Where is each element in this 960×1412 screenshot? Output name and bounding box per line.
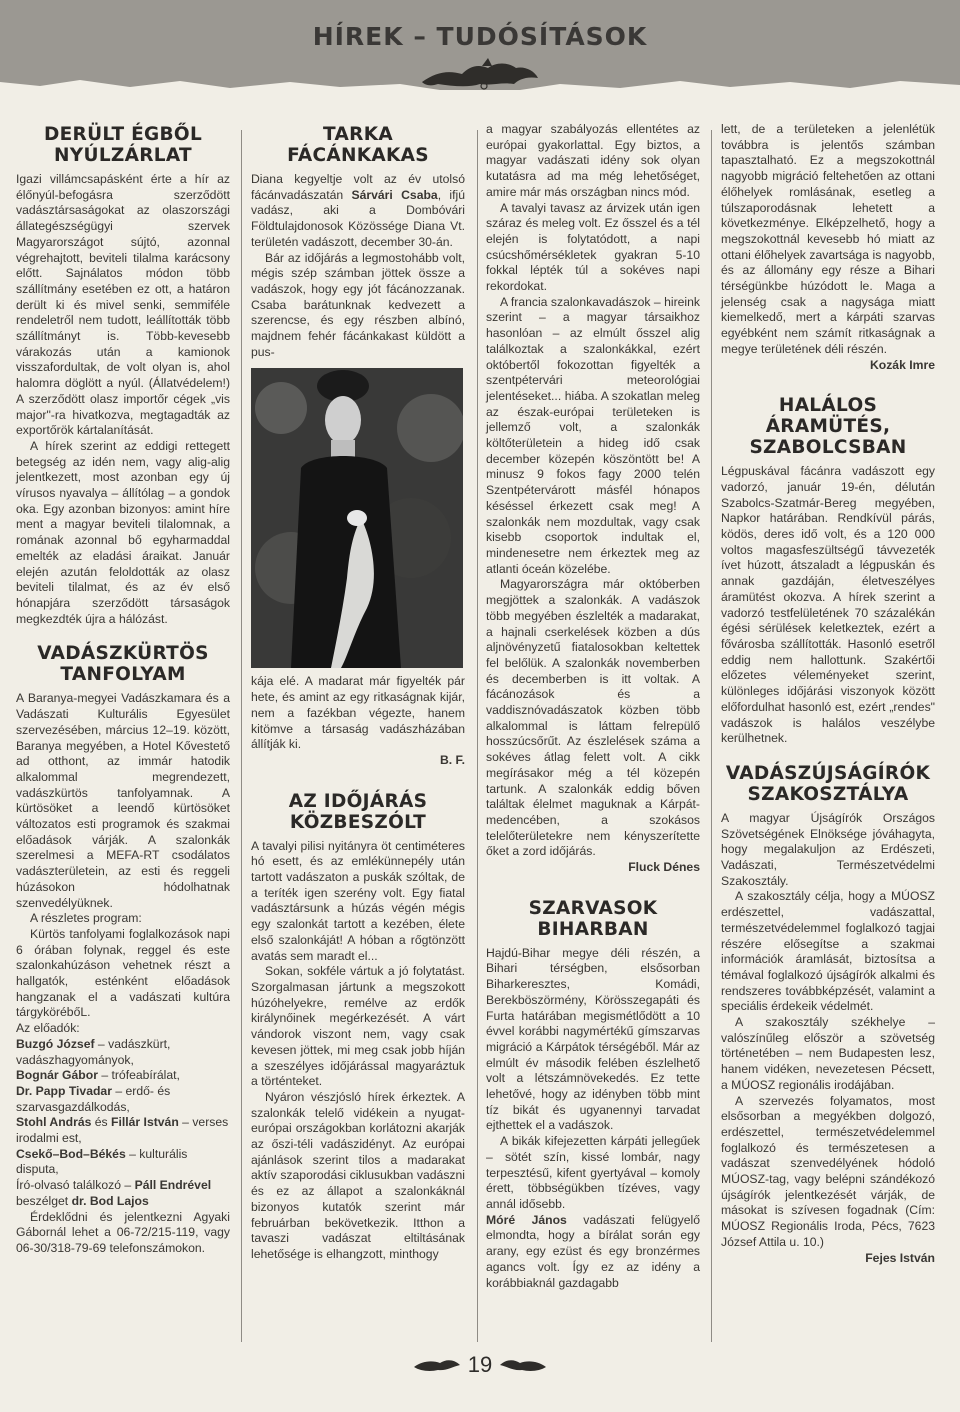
column-rule bbox=[477, 130, 478, 1342]
article-heading: VADÁSZÚJSÁGÍRÓK SZAKOSZTÁLYA bbox=[725, 762, 931, 805]
article-paragraph: lett, de a területeken a jelenlétük továbbra is jelentős számban tapasztalható. Ez a megszokottnál nagyobb migráció feltehetően az ottani élőhelyek romlásának, esetleg a túlszaporodásnak lehetett a következménye. Elképzelhető, hogy a megszokottnál kevesebb hó miatt az ottani élőhelyek zavartsága is nagyobb, és az állomány egy része a Bihari térségünkbe húzódott le. Maga a jelenség csak a nagysága miatt kiemelkedő, mert a kárpáti szarvas egyébként nem számít ritkaságnak a megye területének déli részén. bbox=[721, 122, 935, 356]
column-rule bbox=[241, 130, 242, 1342]
page-title: HÍREK – TUDÓSÍTÁSOK bbox=[312, 22, 648, 51]
article-paragraph: Móré János vadászati felügyelő elmondta, hogy a bírálat során egy arany, egy ezüst és egy bronzérmes agancs volt. Így ez az idény a korábbiaknál gazdagabb bbox=[486, 1212, 701, 1290]
article-signature: Fejes István bbox=[865, 1250, 935, 1265]
column-rule bbox=[711, 130, 712, 1342]
article-paragraph: A magyar Újságírók Országos Szövetségének Elnöksége jóváhagyta, hogy megalakuljon az Erdészeti, Vadászati, Természetvédelmi Szakosztály. bbox=[721, 810, 935, 888]
article-paragraph: Igazi villámcsapásként érte a hír az élőnyúl-befogásra szerződött vadásztársaságokat az olaszországi állategészségügyi szervek Magyarországot sújtó, azonnal végrehajtott, beviteli tilalma karácsony előtt. Sajnálatos módon több szállítmány esetében ez ott, a határon derült ki és mivel senki, semmiféle rendeletről nem tudott, leállították több szállítmányt is. Több-kevesebb várakozás után a kamionok visszafordultak, de volt olyan is, ahol halomra döglött a nyúl. (Állatvédelem!) A szerződött olasz importőr cégek „vis major"-ra hivatkozva, megtagadták az exportőrök kártalanítását. bbox=[16, 172, 230, 438]
article-heading: DERÜLT ÉGBŐL NYÚLZÁRLAT bbox=[43, 124, 203, 166]
pheasant-right-icon bbox=[498, 1355, 548, 1375]
article-paragraph: A hírek szerint az eddigi rettegett betegség az idén nem, vagy alig-alig jelentkezett, most azonban egy új vírusos nyavalya – állítólag – a gondok oka. Egy azonban bizonyos: amint híre ment a magyar beviteli tilalomnak, a romának azonnal bő egyharmaddal emelték az eladási áraikat. Január elején azután feloldották az olasz beviteli tilalmat, és az év első hónapjára szerződött társaságok megkezdték újra a hálózást. bbox=[16, 438, 230, 626]
article-paragraph: Hajdú-Bihar megye déli részén, a Bihari térségben, elsősorban Biharkeresztes, Komádi, Berekböszörmény, Körösszegapáti és Furta határában megismétlődött a 10 évvel korábbi nagymértékű gímszarvas migráció a Kárpátok térségéből. Már az elmúlt év második felében észlelhető volt a létszámnövekedés. Ez tette lehetővé, hogy az idényben több mint tíz bikát és ugyanennyi tarvadat ejthettek el a vadászok. bbox=[486, 945, 700, 1133]
article-signature: Kozák Imre bbox=[869, 357, 935, 372]
lecturers-intro: Az előadók: bbox=[16, 1021, 80, 1036]
lecturer-line: Csekő–Bod–Békés – kulturális disputa, bbox=[16, 1146, 188, 1177]
pheasant-ornament-icon bbox=[418, 56, 542, 94]
column-3 bbox=[486, 122, 700, 1291]
article-derult-egbol bbox=[16, 124, 230, 627]
column-2-content bbox=[251, 122, 465, 1263]
column-1 bbox=[16, 122, 230, 1257]
article-paragraph: A szervezés folyamatos, most elsősorban a megyékben dolgozó, erdészettel, természetvédelemmel foglalkozó és természetesen a vadászat szenvedélyének hódoló MÚOSZ-tag, vagy belépni szándékozó újságírók jelentkezését várják, de másokat is szívesen fogadnak (Cím: MÚOSZ Regionális Iroda, Pécs, 7623 József Attila u. 10.) bbox=[721, 1093, 935, 1249]
lecturer-line: Dr. Papp Tivadar – erdő- és szarvasgazdálkodás, bbox=[16, 1083, 171, 1114]
article-paragraph: Nyáron vészjósló hírek érkeztek. A szalonkák telelő vidékein a nyugat-európai országokban korlátozni akarják az őszi-téli vadászidényt. Az európai ajánlások szerint tilos a madarakat aktív szaporodási ciklusukban vadászni és ez az állapot a szalonkáknál bizonyos kutatók szerint már februárban bekövetkezik. Itthon a tavaszi vadászat eltiltásának lehetősége is elhangzott, minthogy bbox=[251, 1089, 465, 1261]
article-paragraph: kája elé. A madarat már figyelték pár hete, és amint az egy ritkaságnak kijár, nem a fazékban végezte, hanem kitömve a társaság vadászházában állítják ki. bbox=[251, 674, 465, 752]
column-4 bbox=[721, 122, 935, 1272]
article-paragraph: A részletes program: bbox=[30, 911, 142, 926]
article-paragraph: Bár az időjárás a legmostohább volt, mégis szép számban jöttek össze a vadászok, hogy egy jót fácánozzanak. Csaba barátunknak kedvezett a szerencse, és egy részben albínó, majdnem fehér fácánkakast küldött a pus- bbox=[251, 250, 465, 359]
article-paragraph: Magyarországra már októberben megjöttek a szalonkák. A vadászok több megyében észlelték a madarakat, a hajnali cserkelések közben a dús aljnövényzetű fiatalosokban keltettek fel belőlük. A szalonkák novemberben és decemberben is itt voltak. A fácánozások és a vaddisznóvadászatok közben több alkalommal is láttam felrepülő hosszúcsőrűt. Az észlelések száma a sokéves átlag felett volt. A cikk megírásakor még a tél közepén tartunk. A szalonkák eddig bőven találtak élelmet maguknak a Kárpát-medencében, a szokásos telelőterületekre nem kényszerítette őket a zord időjárás. bbox=[486, 577, 700, 859]
article-paragraph: A bikák kifejezetten kárpáti jellegűek – sötét szín, kissé lombár, nagy terpesztésű, kifent gyertyával – komoly érett, többségükben tízéves, vagy annál idősebb. bbox=[486, 1134, 700, 1211]
article-heading: HALÁLOS ÁRAMÜTÉS, SZABOLCSBAN bbox=[749, 395, 907, 459]
article-paragraph: A szakosztály célja, hogy a MÚOSZ erdészettel, vadászattal, természetvédelemmel foglalkozó tagjai részére elősegítse a szakmai információk áramlását, biztosítsa a témával foglalkozó újságírók alkalmi és rendszeres továbbképzését, valamint a speciális érdekeik védelmét. bbox=[721, 889, 935, 1014]
article-signature: Fluck Dénes bbox=[628, 860, 700, 875]
article-heading: TARKA FÁCÁNKAKAS bbox=[287, 124, 429, 166]
lecturer-line: Író-olvasó találkozó – Páll Endrével beszélget dr. Bod Lajos bbox=[16, 1178, 212, 1208]
article-paragraph: Érdeklődni és jelentkezni Agyaki Gábornál lehet a 06-72/215-119, vagy 06-30/318-79-69 telefonszámokon. bbox=[16, 1209, 230, 1255]
lecturer-line: Buzgó József – vadászkürt, vadászhagyományok, bbox=[16, 1036, 171, 1067]
article-heading: AZ IDŐJÁRÁS KÖZBESZÓLT bbox=[288, 790, 428, 833]
article-paragraph: Diana kegyeltje volt az év utolsó fácánvadászatán Sárvári Csaba, ifjú vadász, aki a Dombóvári Földtulajdonosok Közössége Diana Vt. területén vadászott, december 30-án. bbox=[251, 172, 465, 249]
hunter-with-pheasant-photo bbox=[251, 368, 463, 668]
lecturer-line: Bognár Gábor – trófeabírálat, bbox=[16, 1068, 180, 1083]
article-szarvasok-biharban bbox=[486, 898, 700, 1291]
page-number: 19 bbox=[467, 1352, 493, 1377]
article-paragraph: A tavalyi pilisi nyitányra öt centiméteres hó esett, és az emlékünnepély után tartott vadászaton a puskák szóltak, de a teríték igen szerény volt. Egy fiatal vadásztársunk a húzás végén mégis egy szalonkát tartott a kezében, élete első szalonkáját! A hóban a rőgtönzött avatás sem maradt el... bbox=[251, 838, 465, 963]
article-vadaszkurtos bbox=[16, 643, 230, 1256]
article-heading: SZARVASOK BIHARBAN bbox=[528, 897, 658, 940]
article-paragraph: A francia szalonkavadászok – hireink szerint – a magyar társaikhoz hasonlóan – az elmúlt ősszel alig találkoztak a szalonkákkal, ezért októbertől fokozottan figyelték a szentpétervári meteorológiai jelentéseket... hiába. A szokatlan meleg az észak-európai területeken is jellemző volt, a szalonkák költőterületein a hideg idő csak december közepén köszöntött be! A minusz 9 fokos fagy 2000 telén Szentpétervárott másfél hónapos késéssel érkezett csak meg! A szalonkák nem mozdultak, vagy csak kisebb csoportok indultak el, mindenesetre nem érkeztek meg az atlanti óceán közelébe. bbox=[486, 294, 700, 576]
article-vadaszujsagirok bbox=[721, 763, 935, 1266]
article-signature: B. F. bbox=[439, 752, 465, 767]
article-paragraph: A tavalyi tavasz az árvizek után igen száraz és meleg volt. Ez ősszel és a tél elején is folytatódott, a napi csúcshőmérsékletek gyakran 5-10 fokkal lépték túl a sokéves napi rekordokat. bbox=[486, 200, 700, 294]
article-paragraph: a magyar szabályozás ellentétes az európai gyakorlattal. Egy biztos, a magyar vadászati idény sok olyan kutatásra ad ma még lehetőséget, amire már más országban nincs mód. bbox=[486, 122, 700, 199]
article-paragraph: Kürtös tanfolyami foglalkozások napi 6 órában folynak, reggel és este szalonkahúzáson vehetnek részt a hallgatók, esténként előadások hangzanak el a vadászati kultúra tárgykörébőL. bbox=[16, 926, 230, 1020]
article-paragraph: A szakosztály székhelye – valószínűleg először a szövetség történetében – nem Budapesten lesz, hanem vidéken, nevezetesen Pécsett, a MÚOSZ regionális irodájában. bbox=[721, 1015, 935, 1092]
article-paragraph: Sokan, sokféle vártuk a jó folytatást. Szorgalmasan jártunk a megszokott húzóhelyekre, remélve az erdők királynőinek megérkezését. A várt vándorok viszont nem, vagy csak kevesen jöttek, mi meg csak jobb híján a szeszélyes időjárással magyaráztuk a történteket. bbox=[251, 964, 465, 1089]
article-paragraph: A Baranya-megyei Vadászkamara és a Vadászati Kulturális Egyesület szervezésében, március 12–19. között, Baranya megyében, a Hotel Kővestető ad otthont, az immár hatodik alkalommal megrendezett, vadászkürtös tanfolyamnak. A kürtösöket a leendő kürtösöket változatos esti programok és szakmai előadások várják. A szalonkák szerelmesi a MEFA-RT csodálatos vadászterületein, az esti és reggeli húzásokon hódolhatnak szenvedélyüknek. bbox=[16, 691, 230, 910]
article-heading: VADÁSZKÜRTÖS TANFOLYAM bbox=[37, 643, 209, 686]
article-paragraph: Légpuskával fácánra vadászott egy vadorzó, január 19-én, délután Szabolcs-Szatmár-Bereg megyében, Napkor határában. Rendkívül párás, ködös, deres idő volt, és a 120 000 voltos magasfeszültségű távvezeték ívet húzott, átszaladt a légpuskán és annak gazdáján, életveszélyes áramütést okozva. A hírek szerint a vadorzó testfelületének 70 százalékán égési sérülések keletkeztek, ezért a fővárosba szállították. Hasonló esetről eddig nem hallottunk. Szakértői előzetes véleményeket szerint, különleges időjárási viszonyok között előfordulhat hasonló est, ezért „rendes" vadászok is halálos veszélybe kerülhetnek. bbox=[721, 464, 935, 746]
lecturer-line: Stohl András és Fillár István – verses irodalmi est, bbox=[16, 1115, 229, 1146]
article-halalos-aramutes bbox=[721, 395, 935, 747]
